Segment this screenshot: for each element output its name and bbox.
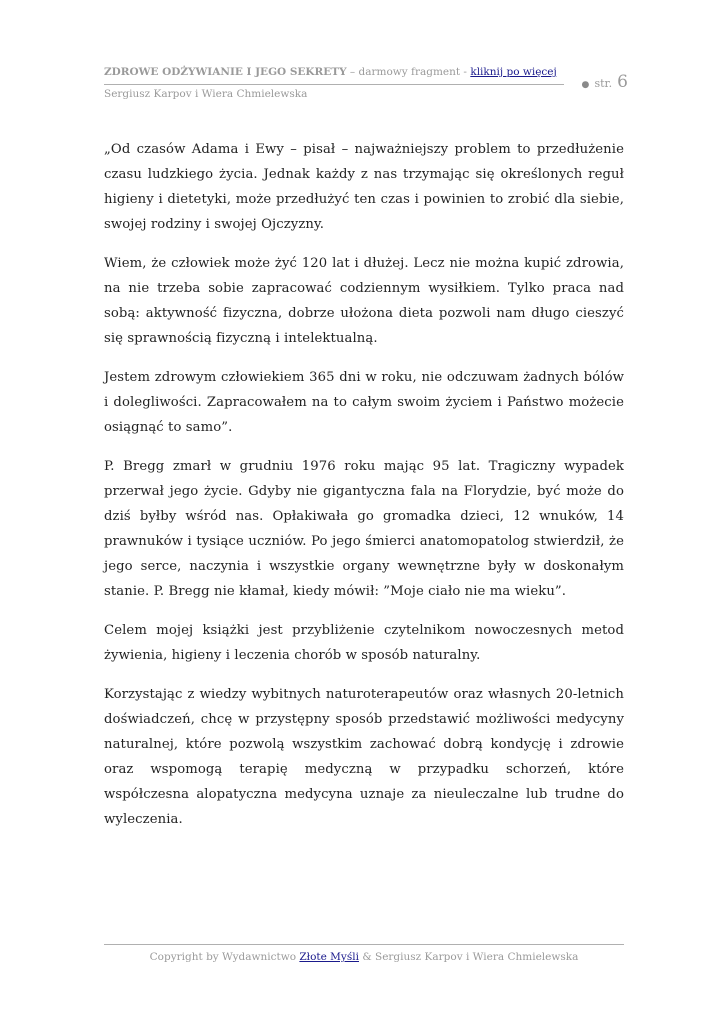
paragraph: Celem mojej książki jest przybliżenie czytelnikom nowoczesnych metod żywienia, higieny i leczenia chorób w sposób naturalny. <box>104 623 624 663</box>
page-label: str. <box>594 77 613 90</box>
book-title: ZDROWE ODŻYWIANIE I JEGO SEKRETY <box>104 66 347 78</box>
paragraph: Wiem, że człowiek może żyć 120 lat i dłużej. Lecz nie można kupić zdrowia, na nie trzeba sobie zapracować codziennym wysiłkiem. Tylko praca nad sobą: aktywność fizyczna, dobrze ułożona dieta pozwoli nam długo cieszyć się sprawnością fizyczną i intelektualną. <box>104 256 624 346</box>
page-number-value: 6 <box>617 72 628 92</box>
header-subtitle: – darmowy fragment - <box>346 66 471 78</box>
header-divider <box>104 84 564 85</box>
page-header <box>104 66 628 108</box>
page-number <box>582 72 629 92</box>
page-footer <box>0 951 728 963</box>
more-link[interactable]: kliknij po więcej <box>470 66 557 78</box>
footer-divider <box>104 944 624 945</box>
header-authors: Sergiusz Karpov i Wiera Chmielewska <box>104 88 308 100</box>
paragraph: „Od czasów Adama i Ewy – pisał – najważniejszy problem to przedłużenie czasu ludzkiego życia. Jednak każdy z nas trzymając się określonych reguł higieny i dietetyki, może przedłużyć ten czas i powinien to zrobić dla siebie, swojej rodziny i swojej Ojczyzny. <box>104 142 624 232</box>
paragraph: P. Bregg zmarł w grudniu 1976 roku mając 95 lat. Tragiczny wypadek przerwał jego życie. Gdyby nie gigantyczna fala na Florydzie, być może do dziś byłby wśród nas. Opłakiwała go gromadka dzieci, 12 wnuków, 14 prawnuków i tysiące uczniów. Po jego śmierci anatomopatolog stwierdził, że jego serce, naczynia i wszystkie organy wewnętrzne były w doskonałym stanie. P. Bregg nie kłamał, kiedy mówił: ”Moje ciało nie ma wieku”. <box>104 459 624 599</box>
paragraph: Korzystając z wiedzy wybitnych naturoterapeutów oraz własnych 20-letnich doświadczeń, chcę w przystępny sposób przedstawić możliwości medycyny naturalnej, które pozwolą wszystkim zachować dobrą kondycję i zdrowie oraz wspomogą terapię medyczną w przypadku schorzeń, które współczesna alopatyczna medycyna uznaje za nieuleczalne lub trudne do wyleczenia. <box>104 687 624 827</box>
header-title-line <box>104 66 557 78</box>
footer-copyright: Copyright by Wydawnictwo <box>149 951 300 963</box>
footer-authors: & Sergiusz Karpov i Wiera Chmielewska <box>358 951 579 963</box>
body-text <box>104 137 624 846</box>
paragraph: Jestem zdrowym człowiekiem 365 dni w roku, nie odczuwam żadnych bólów i dolegliwości. Zapracowałem na to całym swoim życiem i Państwo możecie osiągnąć to samo”. <box>104 370 624 435</box>
bullet-icon: ● <box>581 80 590 90</box>
publisher-link[interactable]: Złote Myśli <box>299 951 359 963</box>
